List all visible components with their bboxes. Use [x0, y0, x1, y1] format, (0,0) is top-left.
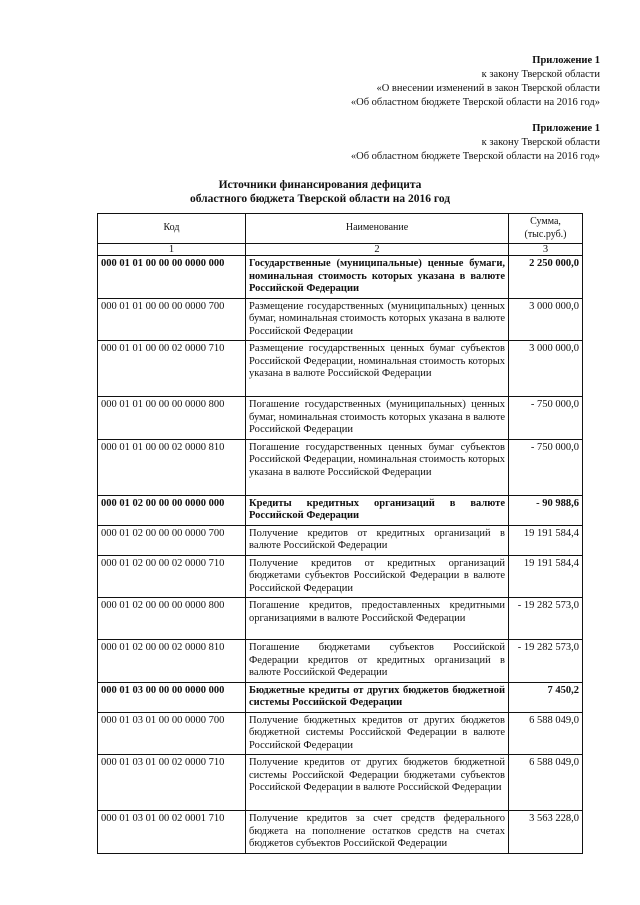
- table-row: [98, 598, 583, 640]
- amount-cell: 3 000 000,0: [509, 341, 583, 397]
- appendix-line: «О внесении изменений в закон Тверской области: [376, 83, 600, 94]
- code-cell: 000 01 03 01 00 00 0000 700: [98, 712, 246, 755]
- code-cell: 000 01 01 00 00 00 0000 700: [98, 298, 246, 341]
- name-cell: Бюджетные кредиты от других бюджетов бюджетной системы Российской Федерации: [246, 682, 509, 712]
- code-cell: 000 01 02 00 00 00 0000 800: [98, 598, 246, 640]
- code-cell: 000 01 03 01 00 02 0000 710: [98, 755, 246, 811]
- table-row: [98, 640, 583, 683]
- code-cell: 000 01 02 00 00 02 0000 710: [98, 555, 246, 598]
- table-row: [98, 256, 583, 299]
- code-cell: 000 01 01 00 00 00 0000 000: [98, 256, 246, 299]
- amount-cell: - 750 000,0: [509, 439, 583, 495]
- amount-cell: - 19 282 573,0: [509, 598, 583, 640]
- table-row: [98, 397, 583, 440]
- code-cell: 000 01 01 00 00 02 0000 810: [98, 439, 246, 495]
- appendix-line: к закону Тверской области: [481, 137, 600, 148]
- code-cell: 000 01 02 00 00 02 0000 810: [98, 640, 246, 683]
- name-cell: Получение кредитов от кредитных организаций в валюте Российской Федерации: [246, 525, 509, 555]
- amount-cell: 6 588 049,0: [509, 712, 583, 755]
- appendix-title: Приложение 1: [532, 123, 600, 134]
- appendix-header-original: [351, 122, 600, 164]
- table-row: [98, 682, 583, 712]
- name-cell: Получение кредитов от кредитных организаций бюджетами субъектов Российской Федерации в валюте Российской Федерации: [246, 555, 509, 598]
- table-row: [98, 298, 583, 341]
- column-index: 1: [98, 244, 246, 256]
- table-body: [98, 256, 583, 854]
- code-cell: 000 01 02 00 00 00 0000 000: [98, 495, 246, 525]
- amount-cell: - 750 000,0: [509, 397, 583, 440]
- appendix-header-current: [351, 54, 600, 110]
- table-row: [98, 341, 583, 397]
- document-title: [0, 178, 640, 206]
- appendix-line: «Об областном бюджете Тверской области на 2016 год»: [350, 151, 600, 162]
- name-cell: Погашение бюджетами субъектов Российской Федерации кредитов от кредитных организаций в валюте Российской Федерации: [246, 640, 509, 683]
- amount-cell: 6 588 049,0: [509, 755, 583, 811]
- amount-cell: 19 191 584,4: [509, 525, 583, 555]
- name-cell: Государственные (муниципальные) ценные бумаги, номинальная стоимость которых указана в валюте Российской Федерации: [246, 256, 509, 299]
- appendix-line: «Об областном бюджете Тверской области на 2016 год»: [350, 97, 600, 108]
- code-cell: 000 01 03 00 00 00 0000 000: [98, 682, 246, 712]
- appendix-line: к закону Тверской области: [481, 69, 600, 80]
- amount-cell: 2 250 000,0: [509, 256, 583, 299]
- column-header-name: Наименование: [246, 214, 509, 244]
- amount-cell: - 19 282 573,0: [509, 640, 583, 683]
- name-cell: Получение кредитов за счет средств федерального бюджета на пополнение остатков средств на счетах бюджетов субъектов Российской Федерации: [246, 811, 509, 854]
- table-row: [98, 495, 583, 525]
- table-row: [98, 712, 583, 755]
- amount-cell: 7 450,2: [509, 682, 583, 712]
- financing-sources-table: [97, 213, 583, 854]
- name-cell: Погашение кредитов, предоставленных кредитными организациями в валюте Российской Федерации: [246, 598, 509, 640]
- table-row: [98, 811, 583, 854]
- amount-cell: 3 563 228,0: [509, 811, 583, 854]
- name-cell: Получение кредитов от других бюджетов бюджетной системы Российской Федерации бюджетами субъектов Российской Федерации в валюте Российской Федерации: [246, 755, 509, 811]
- column-header-code: Код: [98, 214, 246, 244]
- code-cell: 000 01 01 00 00 02 0000 710: [98, 341, 246, 397]
- name-cell: Получение бюджетных кредитов от других бюджетов бюджетной системы Российской Федерации в валюте Российской Федерации: [246, 712, 509, 755]
- name-cell: Погашение государственных ценных бумаг субъектов Российской Федерации, номинальная стоимость которых указана в валюте Российской Федерации: [246, 439, 509, 495]
- name-cell: Погашение государственных (муниципальных) ценных бумаг, номинальная стоимость которых указана в валюте Российской Федерации: [246, 397, 509, 440]
- amount-cell: - 90 988,6: [509, 495, 583, 525]
- column-header-amount: Сумма, (тыс.руб.): [509, 214, 583, 244]
- appendix-title: Приложение 1: [532, 55, 600, 66]
- code-cell: 000 01 01 00 00 00 0000 800: [98, 397, 246, 440]
- column-index: 3: [509, 244, 583, 256]
- document-title-line: Источники финансирования дефицита: [218, 179, 422, 191]
- column-index: 2: [246, 244, 509, 256]
- code-cell: 000 01 03 01 00 02 0001 710: [98, 811, 246, 854]
- table-row: [98, 525, 583, 555]
- code-cell: 000 01 02 00 00 00 0000 700: [98, 525, 246, 555]
- amount-cell: 3 000 000,0: [509, 298, 583, 341]
- document-title-line: областного бюджета Тверской области на 2016 год: [189, 193, 451, 205]
- name-cell: Размещение государственных ценных бумаг субъектов Российской Федерации, номинальная стоимость которых указана в валюте Российской Федерации: [246, 341, 509, 397]
- name-cell: Размещение государственных (муниципальных) ценных бумаг, номинальная стоимость которых указана в валюте Российской Федерации: [246, 298, 509, 341]
- table-row: [98, 555, 583, 598]
- amount-cell: 19 191 584,4: [509, 555, 583, 598]
- table-row: [98, 439, 583, 495]
- table-row: [98, 755, 583, 811]
- name-cell: Кредиты кредитных организаций в валюте Российской Федерации: [246, 495, 509, 525]
